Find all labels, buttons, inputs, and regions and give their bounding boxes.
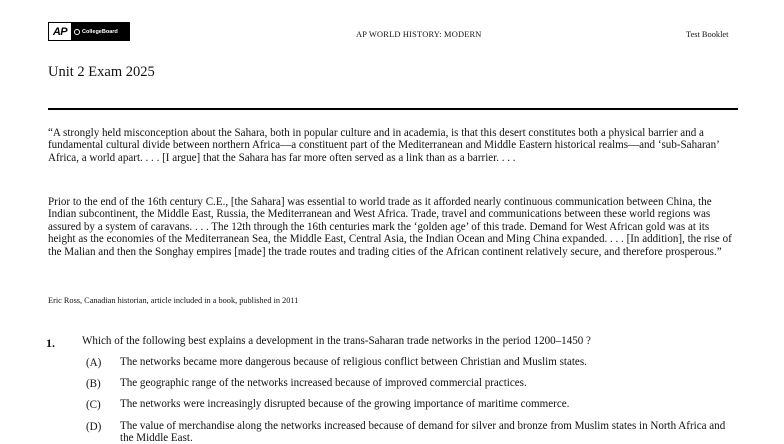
answer-option-b[interactable] [86,378,740,390]
source-paragraph-2: Prior to the end of the 16th century C.E., [the Sahara] was essential to world trade as it afforded nearly continuous communication between China, the Indian subcontinent, the Middle East, Russia, the Mediterranean and West Africa. Trade, travel and communications between these world regions was assured by a system of caravans. . . . The 12th through the 16th centuries mark the ‘golden age’ of this trade. Demand for West African gold was at its height as the economies of the Mediterranean Sea, the Middle East, Central Asia, the Indian Ocean and Ming China expanded. . . . [In addition], the rise of the Malian and then the Songhay empires [made] the trade routes and trading cities of the African continent relatively secure, and therefore prosperous.” [48,196,732,258]
option-text: The networks became more dangerous because of religious conflict between Christian and Muslim states. [120,356,587,368]
college-board-wordmark [71,23,129,40]
ap-college-board-logo [48,22,130,41]
option-text: The networks were increasingly disrupted because of the growing importance of maritime commerce. [120,398,570,410]
answer-option-c[interactable] [86,399,740,411]
option-letter: (A) [86,357,102,369]
booklet-label: Test Booklet [686,30,729,39]
answer-option-a[interactable] [86,357,740,369]
ap-logo-mark: AP [52,25,68,38]
title-divider [48,108,738,110]
subject-header: AP WORLD HISTORY: MODERN [356,30,482,39]
option-text: The geographic range of the networks increased because of improved commercial practices. [120,377,527,389]
acorn-icon [74,29,80,35]
exam-title: Unit 2 Exam 2025 [48,64,155,80]
option-text: The value of merchandise along the networks increased because of demand for silver and bronze from Muslim states in North Africa and the Middle East. [120,420,726,444]
option-letter: (C) [86,399,101,411]
question-stem: Which of the following best explains a development in the trans-Saharan trade networks in the period 1200–1450 ? [82,335,591,347]
college-board-label: CollegeBoard [82,28,118,35]
source-attribution: Eric Ross, Canadian historian, article included in a book, published in 2011 [48,296,299,305]
source-paragraph-1: “A strongly held misconception about the Sahara, both in popular culture and in academia, is that this desert constitutes both a physical barrier and a fundamental cultural divide between northern Africa—a constituent part of the Mediterranean and Middle Eastern historical realms—and ‘sub-Saharan’ Africa, a world apart. . . . [I argue] that the Sahara has far more often served as a link than as a barrier. . . . [48,127,719,164]
option-letter: (D) [86,421,102,433]
option-letter: (B) [86,378,101,390]
question-number: 1. [46,336,55,350]
